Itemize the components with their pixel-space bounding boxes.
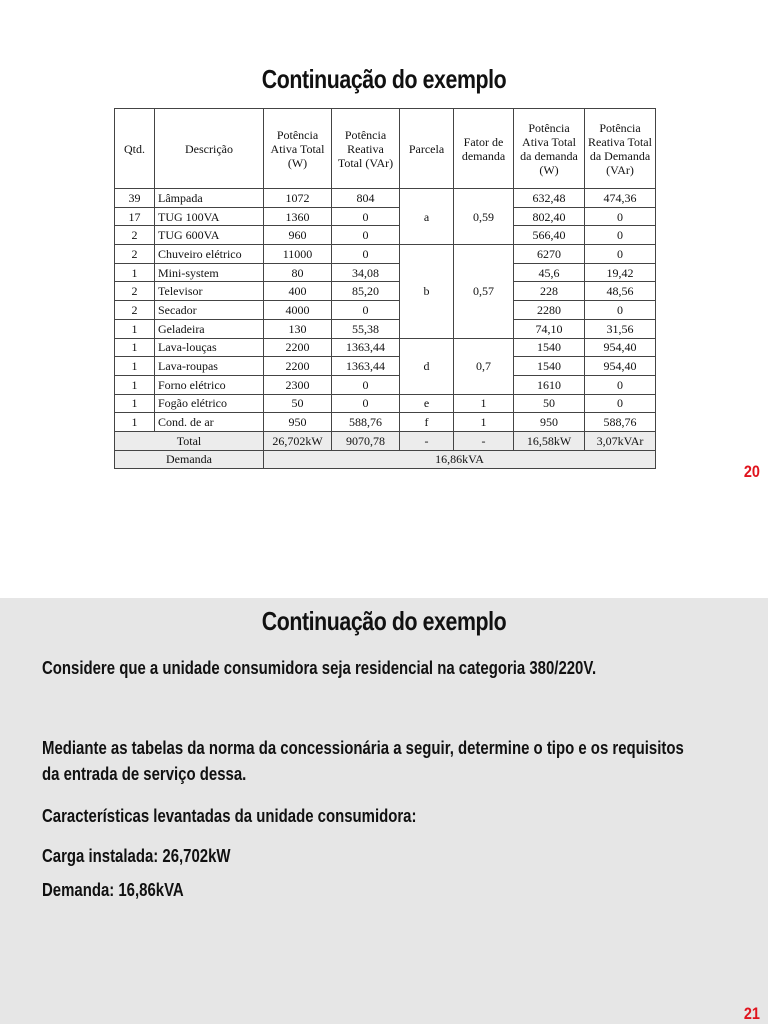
- cell-fator: 1: [454, 413, 514, 432]
- cell-descricao: Cond. de ar: [155, 413, 264, 432]
- cell-pat: 1360: [264, 207, 332, 226]
- cell-prd: 0: [585, 207, 656, 226]
- paragraph-mediante-line1: Mediante as tabelas da norma da concessionária a seguir, determine o tipo e os requisitos: [42, 738, 684, 758]
- cell-prd: 0: [585, 375, 656, 394]
- cell-qtd: 2: [115, 245, 155, 264]
- cell-pat: 130: [264, 319, 332, 338]
- cell-qtd: 1: [115, 375, 155, 394]
- total-fator: -: [454, 431, 514, 450]
- table-row: [115, 338, 656, 357]
- cell-prd: 0: [585, 394, 656, 413]
- total-parcela: -: [400, 431, 454, 450]
- cell-qtd: 1: [115, 394, 155, 413]
- cell-descricao: Chuveiro elétrico: [155, 245, 264, 264]
- cell-qtd: 1: [115, 263, 155, 282]
- table-row: [115, 263, 656, 282]
- cell-descricao: TUG 600VA: [155, 226, 264, 245]
- cell-prd: 48,56: [585, 282, 656, 301]
- cell-prt: 85,20: [332, 282, 400, 301]
- demand-table: [114, 108, 656, 469]
- cell-pat: 2200: [264, 338, 332, 357]
- header-fator-de-demanda: Fator de demanda: [454, 109, 514, 189]
- cell-pat: 960: [264, 226, 332, 245]
- cell-qtd: 2: [115, 282, 155, 301]
- cell-descricao: Lava-roupas: [155, 357, 264, 376]
- slide-21: [0, 598, 768, 1024]
- cell-descricao: Lâmpada: [155, 189, 264, 208]
- cell-prt: 0: [332, 375, 400, 394]
- table-row: [115, 319, 656, 338]
- cell-prt: 0: [332, 226, 400, 245]
- cell-pad: 45,6: [514, 263, 585, 282]
- cell-pad: 1610: [514, 375, 585, 394]
- cell-pat: 950: [264, 413, 332, 432]
- demanda-label: Demanda: [115, 450, 264, 469]
- cell-prt: 0: [332, 301, 400, 320]
- cell-descricao: Fogão elétrico: [155, 394, 264, 413]
- header-potencia-reativa-demanda: Potência Reativa Total da Demanda (VAr): [585, 109, 656, 189]
- cell-pad: 50: [514, 394, 585, 413]
- table-row: [115, 189, 656, 208]
- cell-prd: 31,56: [585, 319, 656, 338]
- cell-pat: 1072: [264, 189, 332, 208]
- cell-descricao: Televisor: [155, 282, 264, 301]
- table-row: [115, 245, 656, 264]
- cell-qtd: 1: [115, 319, 155, 338]
- table-row: [115, 207, 656, 226]
- table-row: [115, 357, 656, 376]
- cell-pad: 2280: [514, 301, 585, 320]
- table-row: [115, 375, 656, 394]
- table-row: [115, 282, 656, 301]
- page-number: 20: [743, 462, 760, 481]
- cell-pad: 632,48: [514, 189, 585, 208]
- cell-pad: 950: [514, 413, 585, 432]
- table-row: [115, 394, 656, 413]
- cell-fator: 0,59: [454, 189, 514, 245]
- cell-pad: 74,10: [514, 319, 585, 338]
- cell-pad: 802,40: [514, 207, 585, 226]
- cell-qtd: 2: [115, 301, 155, 320]
- cell-qtd: 1: [115, 413, 155, 432]
- cell-pat: 80: [264, 263, 332, 282]
- cell-pat: 11000: [264, 245, 332, 264]
- total-prd: 3,07kVAr: [585, 431, 656, 450]
- slide-title: Continuação do exemplo: [261, 64, 507, 94]
- cell-pat: 2200: [264, 357, 332, 376]
- cell-prd: 954,40: [585, 338, 656, 357]
- header-parcela: Parcela: [400, 109, 454, 189]
- table-row: [115, 226, 656, 245]
- cell-prd: 0: [585, 226, 656, 245]
- header-descricao: Descrição: [155, 109, 264, 189]
- cell-prt: 0: [332, 394, 400, 413]
- cell-qtd: 1: [115, 338, 155, 357]
- header-potencia-ativa-total: Potência Ativa Total (W): [264, 109, 332, 189]
- cell-parcela: f: [400, 413, 454, 432]
- cell-pad: 228: [514, 282, 585, 301]
- cell-pat: 400: [264, 282, 332, 301]
- cell-descricao: Mini-system: [155, 263, 264, 282]
- total-pat: 26,702kW: [264, 431, 332, 450]
- cell-pat: 50: [264, 394, 332, 413]
- cell-qtd: 1: [115, 357, 155, 376]
- header-potencia-reativa-total: Potência Reativa Total (VAr): [332, 109, 400, 189]
- cell-parcela: d: [400, 338, 454, 394]
- cell-prt: 55,38: [332, 319, 400, 338]
- cell-descricao: Forno elétrico: [155, 375, 264, 394]
- cell-prt: 34,08: [332, 263, 400, 282]
- total-row: [115, 431, 656, 450]
- cell-qtd: 2: [115, 226, 155, 245]
- table-row: [115, 413, 656, 432]
- cell-prd: 588,76: [585, 413, 656, 432]
- cell-pad: 566,40: [514, 226, 585, 245]
- table-row: [115, 301, 656, 320]
- cell-parcela: b: [400, 245, 454, 338]
- cell-prd: 0: [585, 301, 656, 320]
- cell-qtd: 39: [115, 189, 155, 208]
- cell-qtd: 17: [115, 207, 155, 226]
- cell-prd: 474,36: [585, 189, 656, 208]
- header-qtd: Qtd.: [115, 109, 155, 189]
- cell-prt: 1363,44: [332, 357, 400, 376]
- cell-pat: 2300: [264, 375, 332, 394]
- cell-prt: 0: [332, 245, 400, 264]
- cell-prt: 804: [332, 189, 400, 208]
- cell-prd: 19,42: [585, 263, 656, 282]
- paragraph-demanda: Demanda: 16,86kVA: [42, 880, 184, 900]
- cell-descricao: Lava-louças: [155, 338, 264, 357]
- total-prt: 9070,78: [332, 431, 400, 450]
- slide-title: Continuação do exemplo: [261, 606, 507, 636]
- cell-parcela: a: [400, 189, 454, 245]
- demanda-value: 16,86kVA: [264, 450, 656, 469]
- cell-descricao: TUG 100VA: [155, 207, 264, 226]
- header-potencia-ativa-demanda: Potência Ativa Total da demanda (W): [514, 109, 585, 189]
- cell-fator: 0,7: [454, 338, 514, 394]
- cell-prt: 1363,44: [332, 338, 400, 357]
- cell-fator: 0,57: [454, 245, 514, 338]
- cell-prt: 0: [332, 207, 400, 226]
- paragraph-carga-instalada: Carga instalada: 26,702kW: [42, 846, 231, 866]
- cell-pad: 6270: [514, 245, 585, 264]
- cell-descricao: Geladeira: [155, 319, 264, 338]
- cell-pad: 1540: [514, 357, 585, 376]
- paragraph-caracteristicas: Características levantadas da unidade consumidora:: [42, 806, 417, 826]
- paragraph-mediante-line2: da entrada de serviço dessa.: [42, 764, 247, 784]
- cell-fator: 1: [454, 394, 514, 413]
- cell-pat: 4000: [264, 301, 332, 320]
- table-header-row: [115, 109, 656, 189]
- cell-prt: 588,76: [332, 413, 400, 432]
- total-pad: 16,58kW: [514, 431, 585, 450]
- demanda-row: [115, 450, 656, 469]
- cell-parcela: e: [400, 394, 454, 413]
- paragraph-categoria: Considere que a unidade consumidora seja residencial na categoria 380/220V.: [42, 658, 597, 678]
- cell-pad: 1540: [514, 338, 585, 357]
- total-label: Total: [115, 431, 264, 450]
- page-number: 21: [743, 1004, 760, 1023]
- cell-prd: 954,40: [585, 357, 656, 376]
- cell-prd: 0: [585, 245, 656, 264]
- cell-descricao: Secador: [155, 301, 264, 320]
